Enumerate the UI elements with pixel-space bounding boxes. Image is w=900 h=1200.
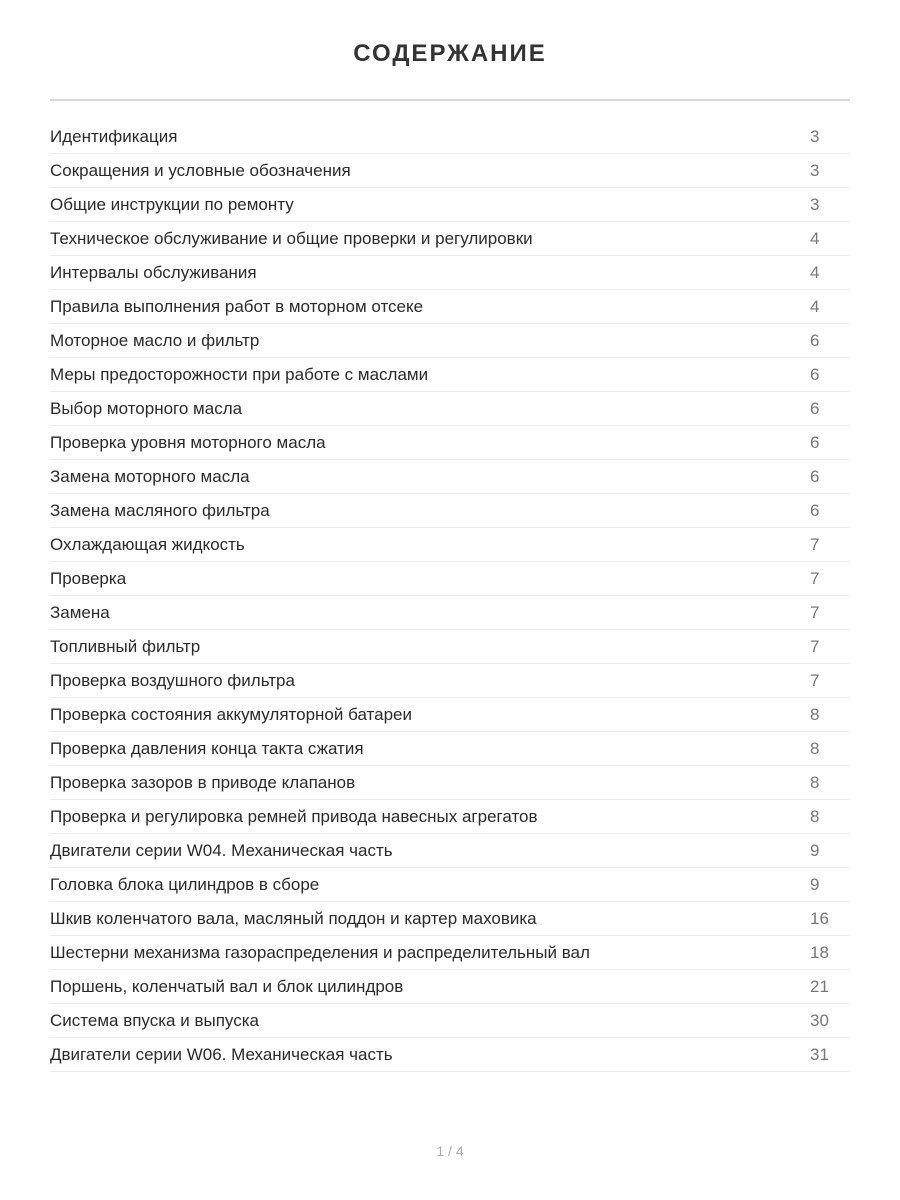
page-title: СОДЕРЖАНИЕ bbox=[353, 40, 547, 67]
toc-entry-title: Сокращения и условные обозначения bbox=[50, 160, 351, 180]
toc-entry-page-number: 3 bbox=[810, 160, 820, 180]
toc-entry[interactable] bbox=[50, 1004, 850, 1038]
toc-entry[interactable] bbox=[50, 970, 850, 1004]
toc-entry[interactable] bbox=[50, 188, 850, 222]
toc-entry-page-number: 4 bbox=[810, 296, 820, 316]
toc-entry-title: Замена моторного масла bbox=[50, 466, 250, 486]
toc-entry-title: Система впуска и выпуска bbox=[50, 1010, 259, 1030]
toc-entry-title: Шкив коленчатого вала, масляный поддон и картер маховика bbox=[50, 908, 537, 928]
toc-entry-title: Выбор моторного масла bbox=[50, 398, 243, 418]
toc-entry-title: Топливный фильтр bbox=[50, 636, 201, 656]
toc-entry-title: Проверка зазоров в приводе клапанов bbox=[50, 772, 356, 792]
toc-entry-title: Двигатели серии W06. Механическая часть bbox=[50, 1044, 393, 1064]
toc-entry-title: Проверка давления конца такта сжатия bbox=[50, 738, 364, 758]
toc-entry[interactable] bbox=[50, 154, 850, 188]
toc-entry[interactable] bbox=[50, 596, 850, 630]
page-indicator: 1 / 4 bbox=[436, 1143, 464, 1159]
toc-entry-page-number: 6 bbox=[810, 330, 820, 350]
toc-entry-page-number: 31 bbox=[810, 1044, 829, 1064]
toc-entry-title: Замена масляного фильтра bbox=[50, 500, 270, 520]
toc-entry-title: Общие инструкции по ремонту bbox=[50, 194, 294, 214]
toc-entry-page-number: 7 bbox=[810, 568, 820, 588]
toc-entry-page-number: 6 bbox=[810, 500, 820, 520]
toc-entry-title: Поршень, коленчатый вал и блок цилиндров bbox=[50, 976, 404, 996]
toc-entry-title: Проверка bbox=[50, 568, 127, 588]
toc-entry[interactable] bbox=[50, 392, 850, 426]
toc-entry-title: Проверка и регулировка ремней привода навесных агрегатов bbox=[50, 806, 538, 826]
toc-entry[interactable] bbox=[50, 290, 850, 324]
toc-entry-page-number: 4 bbox=[810, 262, 820, 282]
toc-entry[interactable] bbox=[50, 358, 850, 392]
toc-entry-page-number: 8 bbox=[810, 806, 820, 826]
toc-entry-title: Головка блока цилиндров в сборе bbox=[50, 874, 320, 894]
toc-entry-page-number: 30 bbox=[810, 1010, 829, 1030]
table-of-contents bbox=[50, 120, 850, 1072]
toc-entry-title: Моторное масло и фильтр bbox=[50, 330, 260, 350]
toc-entry-page-number: 3 bbox=[810, 194, 820, 214]
toc-entry-page-number: 6 bbox=[810, 432, 820, 452]
toc-entry[interactable] bbox=[50, 834, 850, 868]
toc-entry[interactable] bbox=[50, 222, 850, 256]
toc-entry-page-number: 6 bbox=[810, 364, 820, 384]
toc-entry-title: Проверка воздушного фильтра bbox=[50, 670, 295, 690]
toc-entry-page-number: 8 bbox=[810, 772, 820, 792]
toc-entry-title: Техническое обслуживание и общие проверки и регулировки bbox=[50, 228, 533, 248]
toc-entry-page-number: 6 bbox=[810, 398, 820, 418]
toc-entry[interactable] bbox=[50, 460, 850, 494]
toc-entry[interactable] bbox=[50, 256, 850, 290]
toc-entry-page-number: 3 bbox=[810, 126, 820, 146]
toc-entry[interactable] bbox=[50, 698, 850, 732]
toc-entry[interactable] bbox=[50, 800, 850, 834]
toc-entry-page-number: 21 bbox=[810, 976, 829, 996]
toc-entry-title: Меры предосторожности при работе с маслами bbox=[50, 364, 429, 384]
toc-entry-page-number: 4 bbox=[810, 228, 820, 248]
toc-entry-page-number: 7 bbox=[810, 636, 820, 656]
toc-entry-title: Правила выполнения работ в моторном отсеке bbox=[50, 296, 424, 316]
toc-entry[interactable] bbox=[50, 324, 850, 358]
toc-entry-title: Интервалы обслуживания bbox=[50, 262, 257, 282]
toc-entry-page-number: 7 bbox=[810, 670, 820, 690]
toc-entry[interactable] bbox=[50, 528, 850, 562]
title-divider bbox=[50, 99, 850, 101]
toc-entry-page-number: 7 bbox=[810, 602, 820, 622]
toc-entry[interactable] bbox=[50, 732, 850, 766]
toc-entry-page-number: 6 bbox=[810, 466, 820, 486]
toc-entry[interactable] bbox=[50, 902, 850, 936]
toc-entry-title: Проверка состояния аккумуляторной батареи bbox=[50, 704, 412, 724]
toc-entry[interactable] bbox=[50, 494, 850, 528]
toc-entry-title: Двигатели серии W04. Механическая часть bbox=[50, 840, 393, 860]
toc-entry[interactable] bbox=[50, 120, 850, 154]
toc-entry[interactable] bbox=[50, 1038, 850, 1072]
toc-entry[interactable] bbox=[50, 936, 850, 970]
toc-entry-page-number: 8 bbox=[810, 704, 820, 724]
toc-entry-page-number: 16 bbox=[810, 908, 829, 928]
toc-entry[interactable] bbox=[50, 630, 850, 664]
toc-entry[interactable] bbox=[50, 426, 850, 460]
toc-entry-page-number: 8 bbox=[810, 738, 820, 758]
toc-entry-page-number: 9 bbox=[810, 874, 820, 894]
toc-entry[interactable] bbox=[50, 868, 850, 902]
toc-entry[interactable] bbox=[50, 766, 850, 800]
toc-entry[interactable] bbox=[50, 664, 850, 698]
toc-entry-title: Замена bbox=[50, 602, 110, 622]
toc-entry-title: Шестерни механизма газораспределения и распределительный вал bbox=[50, 942, 590, 962]
toc-entry-title: Идентификация bbox=[50, 126, 178, 146]
toc-entry-page-number: 18 bbox=[810, 942, 829, 962]
toc-entry-title: Охлаждающая жидкость bbox=[50, 534, 245, 554]
toc-entry-page-number: 9 bbox=[810, 840, 820, 860]
toc-entry-page-number: 7 bbox=[810, 534, 820, 554]
toc-entry-title: Проверка уровня моторного масла bbox=[50, 432, 326, 452]
toc-entry[interactable] bbox=[50, 562, 850, 596]
